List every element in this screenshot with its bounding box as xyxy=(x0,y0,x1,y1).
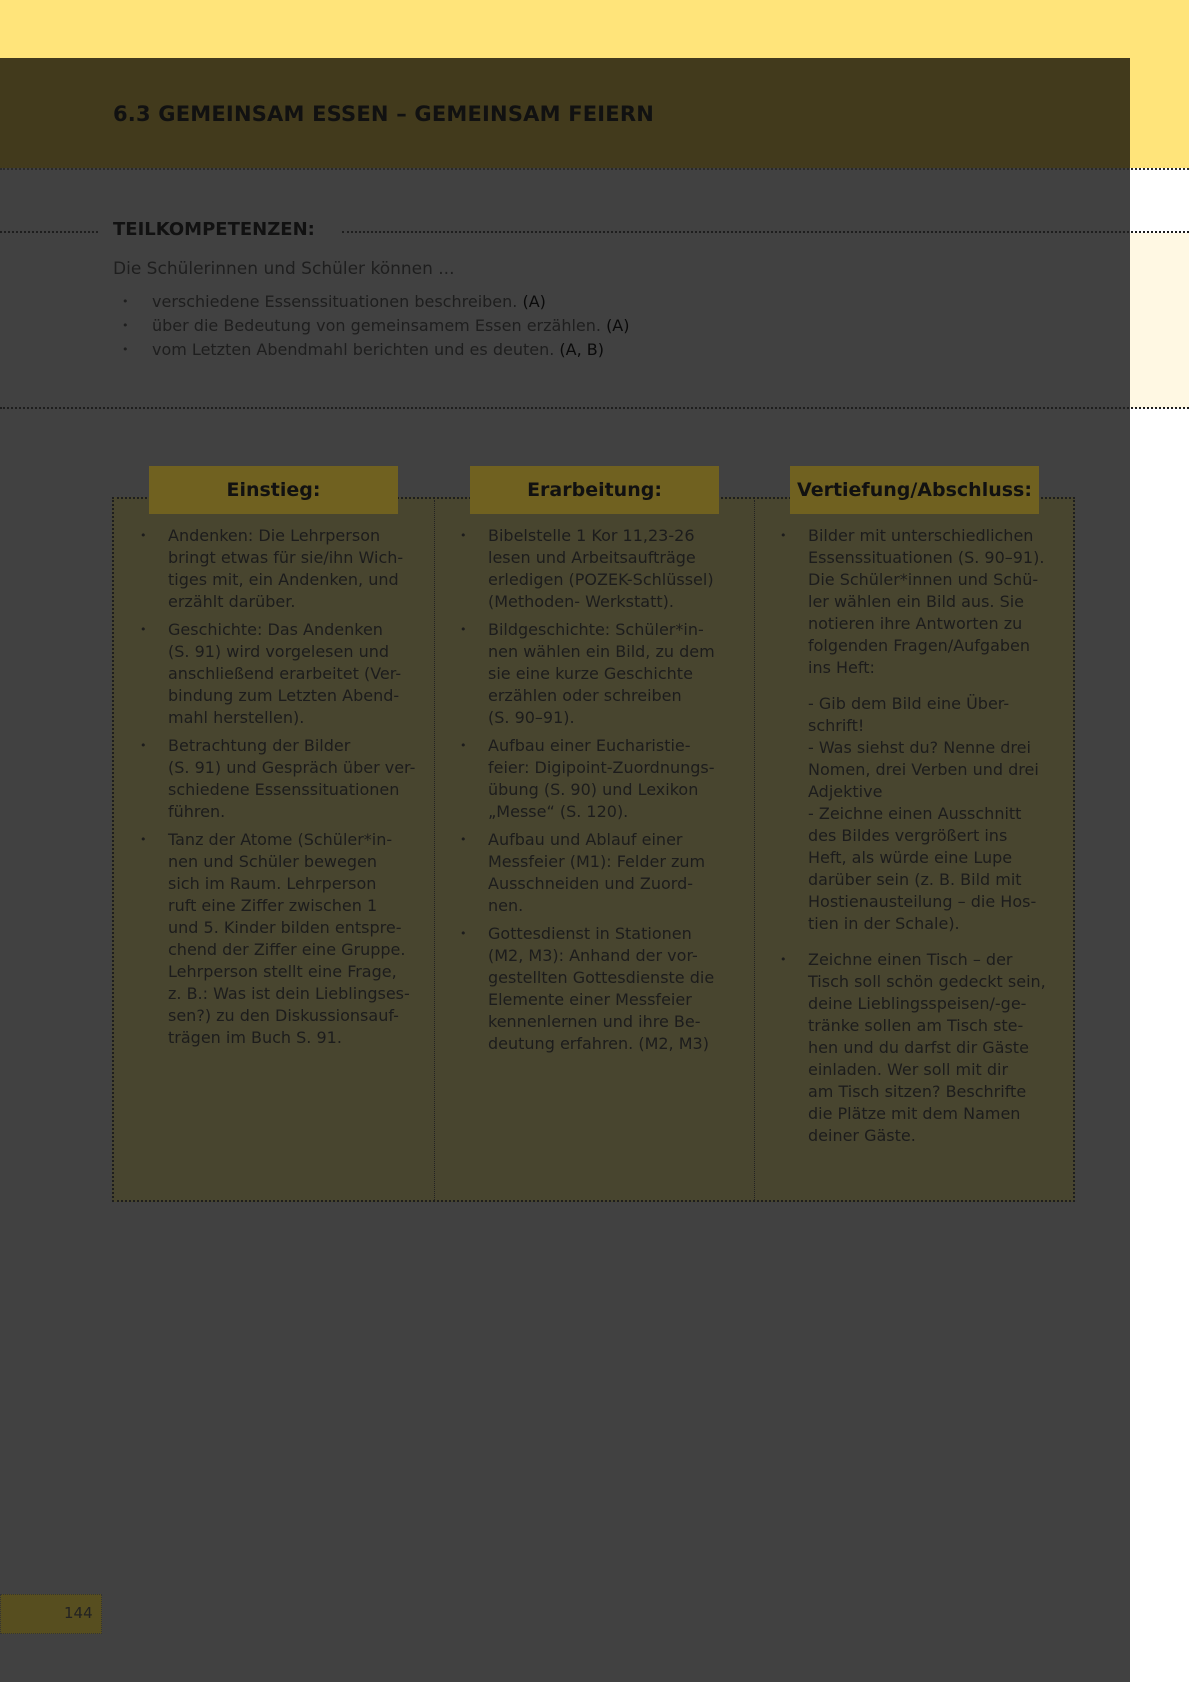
list-item: • Zeichne einen Tisch – der Tisch soll schön gedeckt sein, deine Lieblingsspeisen/-ge- tränke sollen am Tisch ste- hen und du darfst dir Gäste einladen. Wer soll mit dir am Tisch sitzen? Beschrifte die Plätze mit dem Namen deiner Gäste. xyxy=(780,949,1070,1147)
skill-tag: (A) xyxy=(522,292,546,311)
column-erarbeitung xyxy=(460,525,750,1061)
column-vertiefung xyxy=(780,525,1070,1153)
column-divider xyxy=(754,500,755,1200)
list-item: • Aufbau einer Eucharistie- feier: Digipoint-Zuordnungs- übung (S. 90) und Lexikon „Messe“ (S. 120). xyxy=(460,735,750,823)
column-heading-erarbeitung: Erarbeitung: xyxy=(470,466,719,514)
competencies-intro: Die Schülerinnen und Schüler können ... xyxy=(113,259,455,279)
list-item: • über die Bedeutung von gemeinsamem Essen erzählen. (A) xyxy=(122,314,630,338)
list-item: • Bibelstelle 1 Kor 11,23-26 lesen und Arbeitsaufträge erledigen (POZEK-Schlüssel) (Methoden- Werkstatt). xyxy=(460,525,750,613)
list-item: • verschiedene Essenssituationen beschreiben. (A) xyxy=(122,290,630,314)
competencies-list xyxy=(122,290,630,362)
list-item: • Geschichte: Das Andenken (S. 91) wird vorgelesen und anschließend erarbeitet (Ver- bindung zum Letzten Abend- mahl herstellen). xyxy=(140,619,430,729)
skill-tag: (A, B) xyxy=(559,340,604,359)
list-item: • Bildgeschichte: Schüler*in- nen wählen ein Bild, zu dem sie eine kurze Geschichte erzählen oder schreiben (S. 90–91). xyxy=(460,619,750,729)
column-heading-vertiefung: Vertiefung/Abschluss: xyxy=(790,466,1039,514)
list-item: • Andenken: Die Lehrperson bringt etwas für sie/ihn Wich- tiges mit, ein Andenken, und erzählt darüber. xyxy=(140,525,430,613)
list-item: • Bilder mit unterschiedlichen Essenssituationen (S. 90–91). Die Schüler*innen und Schü- ler wählen ein Bild aus. Sie notieren ihre Antworten zu folgenden Fragen/Aufgaben ins Heft: - Gib dem Bild eine Über- schrift! - Was siehst du? Nenne drei Nomen, drei Verben und drei Adjektive - Zeichne einen Ausschnitt des Bildes vergrößert ins Heft, als würde eine Lupe darüber sein (z. B. Bild mit Hostienausteilung – die Hos- tien in der Schale). xyxy=(780,525,1070,935)
divider-dots xyxy=(342,231,1189,233)
list-item: • Aufbau und Ablauf einer Messfeier (M1): Felder zum Ausschneiden und Zuord- nen. xyxy=(460,829,750,917)
competencies-heading: TEILKOMPETENZEN: xyxy=(113,219,315,240)
subtask-list: - Gib dem Bild eine Über- schrift! - Was siehst du? Nenne drei Nomen, drei Verben und drei Adjektive - Zeichne einen Ausschnitt des Bildes vergrößert ins Heft, als würde eine Lupe darüber sein (z. B. Bild mit Hostienausteilung – die Hos- tien in der Schale). xyxy=(808,694,1039,933)
list-item: • Betrachtung der Bilder (S. 91) und Gespräch über ver- schiedene Essenssituationen führen. xyxy=(140,735,430,823)
page-number: 144 xyxy=(64,1604,93,1622)
divider-dots xyxy=(0,231,98,233)
divider-dots xyxy=(0,407,1189,409)
list-item: • Tanz der Atome (Schüler*in- nen und Schüler bewegen sich im Raum. Lehrperson ruft eine Ziffer zwischen 1 und 5. Kinder bilden entspre- chend der Ziffer eine Gruppe. Lehrperson stellt eine Frage, z. B.: Was ist dein Lieblingses- sen?) zu den Diskussionsauf- trägen im Buch S. 91. xyxy=(140,829,430,1049)
list-item: • vom Letzten Abendmahl berichten und es deuten. (A, B) xyxy=(122,338,630,362)
skill-tag: (A) xyxy=(606,316,630,335)
page-title: 6.3 GEMEINSAM ESSEN – GEMEINSAM FEIERN xyxy=(113,102,654,126)
column-divider xyxy=(434,500,435,1200)
column-heading-einstieg: Einstieg: xyxy=(149,466,398,514)
divider-dots xyxy=(0,168,1189,170)
column-einstieg xyxy=(140,525,430,1055)
competency-accent-strip xyxy=(1130,233,1189,408)
list-item: • Gottesdienst in Stationen (M2, M3): Anhand der vor- gestellten Gottesdienste die Elemente einer Messfeier kennenlernen und ihre Be- deutung erfahren. (M2, M3) xyxy=(460,923,750,1055)
